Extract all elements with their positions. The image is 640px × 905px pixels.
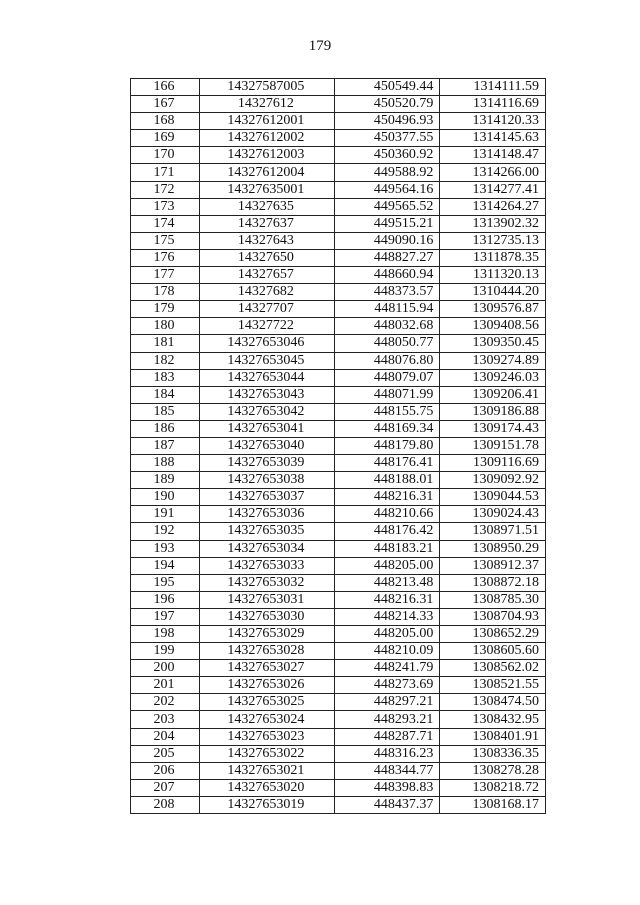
- x-coordinate-cell: 448660.94: [334, 267, 440, 284]
- table-row: [131, 113, 546, 130]
- x-coordinate-cell: 449564.16: [334, 181, 440, 198]
- x-coordinate-cell: 448155.75: [334, 403, 440, 420]
- x-coordinate-cell: 450360.92: [334, 147, 440, 164]
- table-row: [131, 489, 546, 506]
- table-row: [131, 96, 546, 113]
- y-coordinate-cell: 1308562.02: [440, 660, 546, 677]
- table-row: [131, 164, 546, 181]
- x-coordinate-cell: 448169.34: [334, 420, 440, 437]
- point-id-cell: 14327612: [199, 96, 334, 113]
- row-number-cell: 174: [131, 215, 200, 232]
- page-number: 179: [308, 38, 332, 54]
- table-row: [131, 608, 546, 625]
- x-coordinate-cell: 448079.07: [334, 369, 440, 386]
- row-number-cell: 208: [131, 796, 200, 813]
- table-row: [131, 284, 546, 301]
- point-id-cell: 14327653023: [199, 728, 334, 745]
- x-coordinate-cell: 448213.48: [334, 574, 440, 591]
- table-row: [131, 472, 546, 489]
- table-row: [131, 711, 546, 728]
- point-id-cell: 14327653040: [199, 437, 334, 454]
- y-coordinate-cell: 1308605.60: [440, 643, 546, 660]
- x-coordinate-cell: 448287.71: [334, 728, 440, 745]
- row-number-cell: 200: [131, 660, 200, 677]
- x-coordinate-cell: 448205.00: [334, 557, 440, 574]
- row-number-cell: 167: [131, 96, 200, 113]
- y-coordinate-cell: 1314145.63: [440, 130, 546, 147]
- table-row: [131, 506, 546, 523]
- x-coordinate-cell: 449588.92: [334, 164, 440, 181]
- x-coordinate-cell: 448183.21: [334, 540, 440, 557]
- row-number-cell: 178: [131, 284, 200, 301]
- point-id-cell: 14327653035: [199, 523, 334, 540]
- point-id-cell: 14327707: [199, 301, 334, 318]
- point-id-cell: 14327653032: [199, 574, 334, 591]
- y-coordinate-cell: 1309024.43: [440, 506, 546, 523]
- x-coordinate-cell: 448297.21: [334, 694, 440, 711]
- x-coordinate-cell: 448188.01: [334, 472, 440, 489]
- x-coordinate-cell: 448032.68: [334, 318, 440, 335]
- point-id-cell: 14327653039: [199, 455, 334, 472]
- x-coordinate-cell: 448071.99: [334, 386, 440, 403]
- row-number-cell: 196: [131, 591, 200, 608]
- y-coordinate-cell: 1309350.45: [440, 335, 546, 352]
- point-id-cell: 14327653033: [199, 557, 334, 574]
- x-coordinate-cell: 450549.44: [334, 79, 440, 96]
- row-number-cell: 181: [131, 335, 200, 352]
- row-number-cell: 182: [131, 352, 200, 369]
- table-row: [131, 540, 546, 557]
- table-row: [131, 403, 546, 420]
- row-number-cell: 187: [131, 437, 200, 454]
- y-coordinate-cell: 1308704.93: [440, 608, 546, 625]
- x-coordinate-cell: 448437.37: [334, 796, 440, 813]
- point-id-cell: 14327653042: [199, 403, 334, 420]
- table-row: [131, 386, 546, 403]
- point-id-cell: 14327653025: [199, 694, 334, 711]
- row-number-cell: 166: [131, 79, 200, 96]
- point-id-cell: 14327643: [199, 232, 334, 249]
- table-row: [131, 267, 546, 284]
- point-id-cell: 14327653041: [199, 420, 334, 437]
- point-id-cell: 14327653021: [199, 762, 334, 779]
- table-row: [131, 779, 546, 796]
- point-id-cell: 14327653044: [199, 369, 334, 386]
- y-coordinate-cell: 1309044.53: [440, 489, 546, 506]
- table-body: [131, 79, 546, 814]
- table-row: [131, 318, 546, 335]
- row-number-cell: 186: [131, 420, 200, 437]
- row-number-cell: 207: [131, 779, 200, 796]
- table-row: [131, 523, 546, 540]
- table-row: [131, 660, 546, 677]
- table-row: [131, 352, 546, 369]
- table-row: [131, 626, 546, 643]
- y-coordinate-cell: 1314116.69: [440, 96, 546, 113]
- point-id-cell: 14327653034: [199, 540, 334, 557]
- y-coordinate-cell: 1309206.41: [440, 386, 546, 403]
- y-coordinate-cell: 1309116.69: [440, 455, 546, 472]
- x-coordinate-cell: 450377.55: [334, 130, 440, 147]
- table-row: [131, 249, 546, 266]
- row-number-cell: 171: [131, 164, 200, 181]
- point-id-cell: 14327653037: [199, 489, 334, 506]
- y-coordinate-cell: 1308168.17: [440, 796, 546, 813]
- row-number-cell: 169: [131, 130, 200, 147]
- point-id-cell: 14327653030: [199, 608, 334, 625]
- row-number-cell: 194: [131, 557, 200, 574]
- point-id-cell: 14327612004: [199, 164, 334, 181]
- y-coordinate-cell: 1308912.37: [440, 557, 546, 574]
- table-row: [131, 130, 546, 147]
- y-coordinate-cell: 1314111.59: [440, 79, 546, 96]
- table-row: [131, 215, 546, 232]
- row-number-cell: 201: [131, 677, 200, 694]
- table-row: [131, 574, 546, 591]
- table-row: [131, 420, 546, 437]
- x-coordinate-cell: 448293.21: [334, 711, 440, 728]
- x-coordinate-cell: 448316.23: [334, 745, 440, 762]
- row-number-cell: 184: [131, 386, 200, 403]
- point-id-cell: 14327653028: [199, 643, 334, 660]
- y-coordinate-cell: 1309576.87: [440, 301, 546, 318]
- point-id-cell: 14327587005: [199, 79, 334, 96]
- x-coordinate-cell: 448398.83: [334, 779, 440, 796]
- table-row: [131, 369, 546, 386]
- x-coordinate-cell: 448216.31: [334, 489, 440, 506]
- y-coordinate-cell: 1308432.95: [440, 711, 546, 728]
- row-number-cell: 172: [131, 181, 200, 198]
- x-coordinate-cell: 448115.94: [334, 301, 440, 318]
- x-coordinate-cell: 449090.16: [334, 232, 440, 249]
- row-number-cell: 202: [131, 694, 200, 711]
- y-coordinate-cell: 1308521.55: [440, 677, 546, 694]
- y-coordinate-cell: 1314120.33: [440, 113, 546, 130]
- row-number-cell: 183: [131, 369, 200, 386]
- table-row: [131, 591, 546, 608]
- row-number-cell: 203: [131, 711, 200, 728]
- row-number-cell: 176: [131, 249, 200, 266]
- x-coordinate-cell: 448273.69: [334, 677, 440, 694]
- row-number-cell: 198: [131, 626, 200, 643]
- y-coordinate-cell: 1310444.20: [440, 284, 546, 301]
- point-id-cell: 14327650: [199, 249, 334, 266]
- table-row: [131, 796, 546, 813]
- coordinates-table: [130, 78, 546, 814]
- point-id-cell: 14327635: [199, 198, 334, 215]
- y-coordinate-cell: 1309408.56: [440, 318, 546, 335]
- point-id-cell: 14327653046: [199, 335, 334, 352]
- y-coordinate-cell: 1313902.32: [440, 215, 546, 232]
- y-coordinate-cell: 1314264.27: [440, 198, 546, 215]
- row-number-cell: 197: [131, 608, 200, 625]
- table-row: [131, 643, 546, 660]
- row-number-cell: 188: [131, 455, 200, 472]
- row-number-cell: 175: [131, 232, 200, 249]
- y-coordinate-cell: 1314266.00: [440, 164, 546, 181]
- row-number-cell: 180: [131, 318, 200, 335]
- row-number-cell: 191: [131, 506, 200, 523]
- x-coordinate-cell: 449515.21: [334, 215, 440, 232]
- table-row: [131, 762, 546, 779]
- table-row: [131, 557, 546, 574]
- point-id-cell: 14327653019: [199, 796, 334, 813]
- row-number-cell: 199: [131, 643, 200, 660]
- table-row: [131, 301, 546, 318]
- y-coordinate-cell: 1308336.35: [440, 745, 546, 762]
- row-number-cell: 177: [131, 267, 200, 284]
- table-row: [131, 181, 546, 198]
- row-number-cell: 185: [131, 403, 200, 420]
- x-coordinate-cell: 449565.52: [334, 198, 440, 215]
- y-coordinate-cell: 1308971.51: [440, 523, 546, 540]
- y-coordinate-cell: 1308872.18: [440, 574, 546, 591]
- row-number-cell: 206: [131, 762, 200, 779]
- x-coordinate-cell: 448205.00: [334, 626, 440, 643]
- point-id-cell: 14327653036: [199, 506, 334, 523]
- table-row: [131, 455, 546, 472]
- y-coordinate-cell: 1309092.92: [440, 472, 546, 489]
- x-coordinate-cell: 448210.66: [334, 506, 440, 523]
- y-coordinate-cell: 1308950.29: [440, 540, 546, 557]
- table-row: [131, 335, 546, 352]
- x-coordinate-cell: 448373.57: [334, 284, 440, 301]
- point-id-cell: 14327653038: [199, 472, 334, 489]
- row-number-cell: 204: [131, 728, 200, 745]
- point-id-cell: 14327612003: [199, 147, 334, 164]
- row-number-cell: 189: [131, 472, 200, 489]
- table-row: [131, 147, 546, 164]
- table-row: [131, 79, 546, 96]
- x-coordinate-cell: 448050.77: [334, 335, 440, 352]
- x-coordinate-cell: 448076.80: [334, 352, 440, 369]
- x-coordinate-cell: 448210.09: [334, 643, 440, 660]
- y-coordinate-cell: 1308785.30: [440, 591, 546, 608]
- table-row: [131, 232, 546, 249]
- point-id-cell: 14327722: [199, 318, 334, 335]
- x-coordinate-cell: 448241.79: [334, 660, 440, 677]
- x-coordinate-cell: 450520.79: [334, 96, 440, 113]
- row-number-cell: 205: [131, 745, 200, 762]
- y-coordinate-cell: 1309246.03: [440, 369, 546, 386]
- point-id-cell: 14327653026: [199, 677, 334, 694]
- row-number-cell: 173: [131, 198, 200, 215]
- point-id-cell: 14327635001: [199, 181, 334, 198]
- table-row: [131, 677, 546, 694]
- y-coordinate-cell: 1308652.29: [440, 626, 546, 643]
- table-row: [131, 198, 546, 215]
- point-id-cell: 14327653031: [199, 591, 334, 608]
- point-id-cell: 14327653027: [199, 660, 334, 677]
- x-coordinate-cell: 450496.93: [334, 113, 440, 130]
- x-coordinate-cell: 448214.33: [334, 608, 440, 625]
- x-coordinate-cell: 448176.41: [334, 455, 440, 472]
- y-coordinate-cell: 1309174.43: [440, 420, 546, 437]
- table-row: [131, 437, 546, 454]
- x-coordinate-cell: 448344.77: [334, 762, 440, 779]
- y-coordinate-cell: 1308474.50: [440, 694, 546, 711]
- point-id-cell: 14327653029: [199, 626, 334, 643]
- x-coordinate-cell: 448216.31: [334, 591, 440, 608]
- y-coordinate-cell: 1311320.13: [440, 267, 546, 284]
- y-coordinate-cell: 1308218.72: [440, 779, 546, 796]
- y-coordinate-cell: 1311878.35: [440, 249, 546, 266]
- x-coordinate-cell: 448827.27: [334, 249, 440, 266]
- point-id-cell: 14327653043: [199, 386, 334, 403]
- table-row: [131, 728, 546, 745]
- y-coordinate-cell: 1308278.28: [440, 762, 546, 779]
- point-id-cell: 14327653024: [199, 711, 334, 728]
- point-id-cell: 14327653022: [199, 745, 334, 762]
- y-coordinate-cell: 1314148.47: [440, 147, 546, 164]
- table-row: [131, 694, 546, 711]
- y-coordinate-cell: 1309186.88: [440, 403, 546, 420]
- row-number-cell: 195: [131, 574, 200, 591]
- point-id-cell: 14327653045: [199, 352, 334, 369]
- point-id-cell: 14327612002: [199, 130, 334, 147]
- point-id-cell: 14327657: [199, 267, 334, 284]
- point-id-cell: 14327653020: [199, 779, 334, 796]
- row-number-cell: 168: [131, 113, 200, 130]
- row-number-cell: 190: [131, 489, 200, 506]
- y-coordinate-cell: 1309274.89: [440, 352, 546, 369]
- x-coordinate-cell: 448179.80: [334, 437, 440, 454]
- row-number-cell: 179: [131, 301, 200, 318]
- y-coordinate-cell: 1312735.13: [440, 232, 546, 249]
- point-id-cell: 14327637: [199, 215, 334, 232]
- x-coordinate-cell: 448176.42: [334, 523, 440, 540]
- row-number-cell: 170: [131, 147, 200, 164]
- point-id-cell: 14327612001: [199, 113, 334, 130]
- table-row: [131, 745, 546, 762]
- y-coordinate-cell: 1314277.41: [440, 181, 546, 198]
- point-id-cell: 14327682: [199, 284, 334, 301]
- y-coordinate-cell: 1308401.91: [440, 728, 546, 745]
- row-number-cell: 192: [131, 523, 200, 540]
- y-coordinate-cell: 1309151.78: [440, 437, 546, 454]
- row-number-cell: 193: [131, 540, 200, 557]
